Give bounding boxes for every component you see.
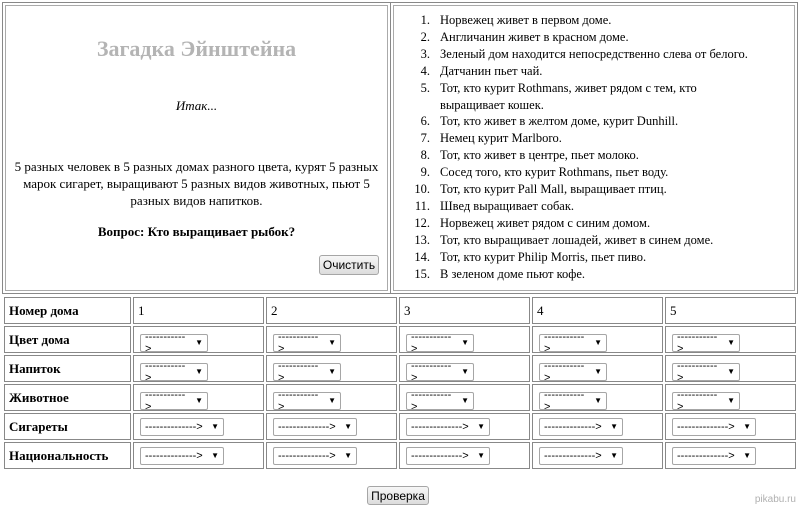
- select-dropdown[interactable]: [539, 418, 623, 436]
- select-value: ----------->: [411, 359, 452, 384]
- watermark: pikabu.ru: [754, 494, 796, 505]
- rule-text: Тот, кто курит Pall Mall, выращивает птиц.: [440, 182, 667, 197]
- row-header: Сигареты: [4, 413, 131, 440]
- grid-cell: [665, 442, 796, 469]
- select-value: ----------->: [411, 330, 452, 355]
- rule-item: [406, 80, 788, 97]
- dropdown-arrow-icon: ▼: [195, 396, 203, 405]
- select-value: ----------->: [677, 388, 718, 413]
- grid-cell: [399, 355, 530, 382]
- rule-number: 7.: [420, 131, 430, 146]
- select-value: -------------->: [677, 449, 735, 462]
- solution-grid: [2, 295, 798, 471]
- grid-cell: [133, 442, 264, 469]
- grid-cell: [133, 355, 264, 382]
- select-value: ----------->: [677, 359, 718, 384]
- dropdown-arrow-icon: ▼: [594, 367, 602, 376]
- select-dropdown[interactable]: [672, 359, 740, 384]
- rule-number: 15.: [414, 266, 430, 281]
- rule-text: Зеленый дом находится непосредственно слева от белого.: [440, 46, 748, 61]
- house-number-row: [4, 297, 796, 324]
- grid-cell: [399, 326, 530, 353]
- select-dropdown[interactable]: [672, 388, 740, 413]
- grid-cell: [266, 326, 397, 353]
- grid-cell: [266, 413, 397, 440]
- grid-cell: [532, 413, 663, 440]
- select-value: ----------->: [278, 388, 319, 413]
- select-value: -------------->: [278, 420, 336, 433]
- select-dropdown[interactable]: [140, 447, 224, 465]
- select-dropdown[interactable]: [273, 359, 341, 384]
- rule-number: [406, 97, 430, 114]
- rule-number: 6.: [420, 114, 430, 129]
- dropdown-arrow-icon: ▼: [477, 451, 485, 460]
- dropdown-arrow-icon: ▼: [727, 338, 735, 347]
- riddle-question: Вопрос: Кто выращивает рыбок?: [97, 224, 296, 239]
- rule-item: [406, 232, 788, 249]
- table-row: [4, 355, 796, 382]
- dropdown-arrow-icon: ▼: [727, 367, 735, 376]
- house-number: 1: [133, 297, 264, 324]
- select-dropdown[interactable]: [273, 418, 357, 436]
- grid-cell: [665, 355, 796, 382]
- select-value: -------------->: [145, 420, 203, 433]
- select-value: -------------->: [677, 420, 735, 433]
- rule-text: Тот, кто выращивает лошадей, живет в синем доме.: [440, 232, 714, 247]
- rule-item: [406, 198, 788, 215]
- rule-number: 3.: [420, 46, 430, 61]
- table-row: [4, 442, 796, 469]
- select-dropdown[interactable]: [406, 388, 474, 413]
- dropdown-arrow-icon: ▼: [594, 338, 602, 347]
- select-dropdown[interactable]: [672, 447, 756, 465]
- grid-cell: [665, 384, 796, 411]
- grid-cell: [532, 326, 663, 353]
- rule-text: Немец курит Marlboro.: [440, 131, 562, 146]
- rule-item: [406, 63, 788, 80]
- rule-number: 13.: [414, 232, 430, 247]
- rule-item: [406, 147, 788, 164]
- select-dropdown[interactable]: [406, 359, 474, 384]
- intro-subtitle: Итак...: [175, 98, 218, 113]
- intro-panel: [3, 3, 391, 293]
- page-title: Загадка Эйнштейна: [96, 36, 297, 61]
- grid-cell: [532, 384, 663, 411]
- select-value: -------------->: [278, 449, 336, 462]
- select-dropdown[interactable]: [406, 447, 490, 465]
- select-value: ----------->: [544, 330, 585, 355]
- rule-number: 1.: [420, 13, 430, 27]
- rules-list: [406, 12, 788, 283]
- rule-number: 2.: [420, 29, 430, 44]
- grid-cell: [532, 355, 663, 382]
- select-dropdown[interactable]: [539, 388, 607, 413]
- grid-cell: [665, 413, 796, 440]
- dropdown-arrow-icon: ▼: [610, 451, 618, 460]
- dropdown-arrow-icon: ▼: [461, 396, 469, 405]
- table-row: [4, 413, 796, 440]
- rule-number: 11.: [414, 198, 430, 213]
- rule-text: Норвежец живет рядом с синим домом.: [440, 215, 651, 230]
- rule-text: Тот, кто живет в желтом доме, курит Dunhill.: [440, 114, 679, 129]
- table-row: [4, 384, 796, 411]
- select-dropdown[interactable]: [406, 330, 474, 355]
- house-number: 4: [532, 297, 663, 324]
- select-dropdown[interactable]: [406, 418, 490, 436]
- row-header: Номер дома: [4, 297, 131, 324]
- grid-cell: [133, 413, 264, 440]
- table-row: [4, 326, 796, 353]
- select-dropdown[interactable]: [539, 447, 623, 465]
- select-value: ----------->: [278, 359, 319, 384]
- check-button[interactable]: Проверка: [367, 486, 429, 505]
- rule-number: 12.: [414, 215, 430, 230]
- rule-text: Норвежец живет в первом доме.: [440, 13, 612, 27]
- rule-item: [406, 29, 788, 46]
- select-dropdown[interactable]: [539, 359, 607, 384]
- select-value: ----------->: [544, 359, 585, 384]
- dropdown-arrow-icon: ▼: [211, 422, 219, 431]
- row-header: Напиток: [4, 355, 131, 382]
- rule-item: [406, 266, 788, 283]
- rule-number: 10.: [414, 182, 430, 197]
- rule-number: 9.: [420, 165, 430, 180]
- dropdown-arrow-icon: ▼: [477, 422, 485, 431]
- select-value: ----------->: [145, 330, 186, 355]
- rule-text: В зеленом доме пьют кофе.: [440, 266, 586, 281]
- house-number: 2: [266, 297, 397, 324]
- select-value: -------------->: [411, 449, 469, 462]
- select-value: ----------->: [278, 330, 319, 355]
- select-dropdown[interactable]: [140, 418, 224, 436]
- dropdown-arrow-icon: ▼: [610, 422, 618, 431]
- select-value: -------------->: [544, 420, 602, 433]
- grid-cell: [133, 326, 264, 353]
- grid-cell: [399, 413, 530, 440]
- select-value: ----------->: [145, 388, 186, 413]
- select-dropdown[interactable]: [273, 447, 357, 465]
- rule-text: Тот, кто курит Philip Morris, пьет пиво.: [440, 249, 647, 264]
- select-value: -------------->: [145, 449, 203, 462]
- dropdown-arrow-icon: ▼: [328, 338, 336, 347]
- select-dropdown[interactable]: [140, 330, 208, 355]
- dropdown-arrow-icon: ▼: [727, 396, 735, 405]
- grid-cell: [665, 326, 796, 353]
- select-dropdown[interactable]: [140, 388, 208, 413]
- rule-number: 5.: [420, 80, 430, 95]
- select-value: -------------->: [411, 420, 469, 433]
- rule-text: Тот, кто курит Rothmans, живет рядом с тем, кто: [440, 80, 697, 95]
- dropdown-arrow-icon: ▼: [344, 451, 352, 460]
- grid-cell: [133, 384, 264, 411]
- grid-cell: [266, 355, 397, 382]
- select-value: ----------->: [411, 388, 452, 413]
- house-number: 5: [665, 297, 796, 324]
- select-value: -------------->: [544, 449, 602, 462]
- dropdown-arrow-icon: ▼: [461, 338, 469, 347]
- select-dropdown[interactable]: [273, 388, 341, 413]
- select-dropdown[interactable]: [140, 359, 208, 384]
- row-header: Животное: [4, 384, 131, 411]
- row-header: Цвет дома: [4, 326, 131, 353]
- rule-number: 4.: [420, 63, 430, 78]
- riddle-panel: [2, 2, 798, 294]
- grid-cell: [266, 384, 397, 411]
- dropdown-arrow-icon: ▼: [195, 338, 203, 347]
- rule-item: [406, 46, 788, 63]
- select-dropdown[interactable]: [672, 418, 756, 436]
- rule-item: [406, 12, 788, 29]
- dropdown-arrow-icon: ▼: [743, 451, 751, 460]
- rule-text: Тот, кто живет в центре, пьет молоко.: [440, 148, 639, 163]
- rules-panel: [391, 3, 797, 293]
- dropdown-arrow-icon: ▼: [328, 367, 336, 376]
- rule-item: [406, 181, 788, 198]
- select-value: ----------->: [145, 359, 186, 384]
- dropdown-arrow-icon: ▼: [594, 396, 602, 405]
- select-dropdown[interactable]: [539, 330, 607, 355]
- dropdown-arrow-icon: ▼: [195, 367, 203, 376]
- select-dropdown[interactable]: [273, 330, 341, 355]
- rule-number: 8.: [420, 148, 430, 163]
- dropdown-arrow-icon: ▼: [743, 422, 751, 431]
- row-header: Национальность: [4, 442, 131, 469]
- clear-button[interactable]: Очистить: [319, 255, 379, 275]
- rule-item: [406, 215, 788, 232]
- dropdown-arrow-icon: ▼: [344, 422, 352, 431]
- rule-item: [406, 249, 788, 266]
- rule-text: выращивает кошек.: [440, 97, 544, 112]
- rule-text: Англичанин живет в красном доме.: [440, 29, 629, 44]
- rule-text: Швед выращивает собак.: [440, 198, 575, 213]
- select-value: ----------->: [544, 388, 585, 413]
- house-number: 3: [399, 297, 530, 324]
- select-dropdown[interactable]: [672, 330, 740, 355]
- select-value: ----------->: [677, 330, 718, 355]
- rule-item: [406, 113, 788, 130]
- grid-cell: [399, 442, 530, 469]
- rule-text: Датчанин пьет чай.: [440, 63, 543, 78]
- dropdown-arrow-icon: ▼: [461, 367, 469, 376]
- rule-item: [406, 164, 788, 181]
- riddle-description: 5 разных человек в 5 разных домах разного цвета, курят 5 разных марок сигарет, выращивают 5 разных видов животных, пьют 5 разных видов напитков.: [14, 159, 379, 208]
- dropdown-arrow-icon: ▼: [211, 451, 219, 460]
- rule-text: Сосед того, кто курит Rothmans, пьет воду.: [440, 165, 669, 180]
- rule-item: [406, 130, 788, 147]
- dropdown-arrow-icon: ▼: [328, 396, 336, 405]
- rule-number: 14.: [414, 249, 430, 264]
- grid-cell: [399, 384, 530, 411]
- grid-cell: [266, 442, 397, 469]
- rule-item: [406, 97, 788, 114]
- grid-cell: [532, 442, 663, 469]
